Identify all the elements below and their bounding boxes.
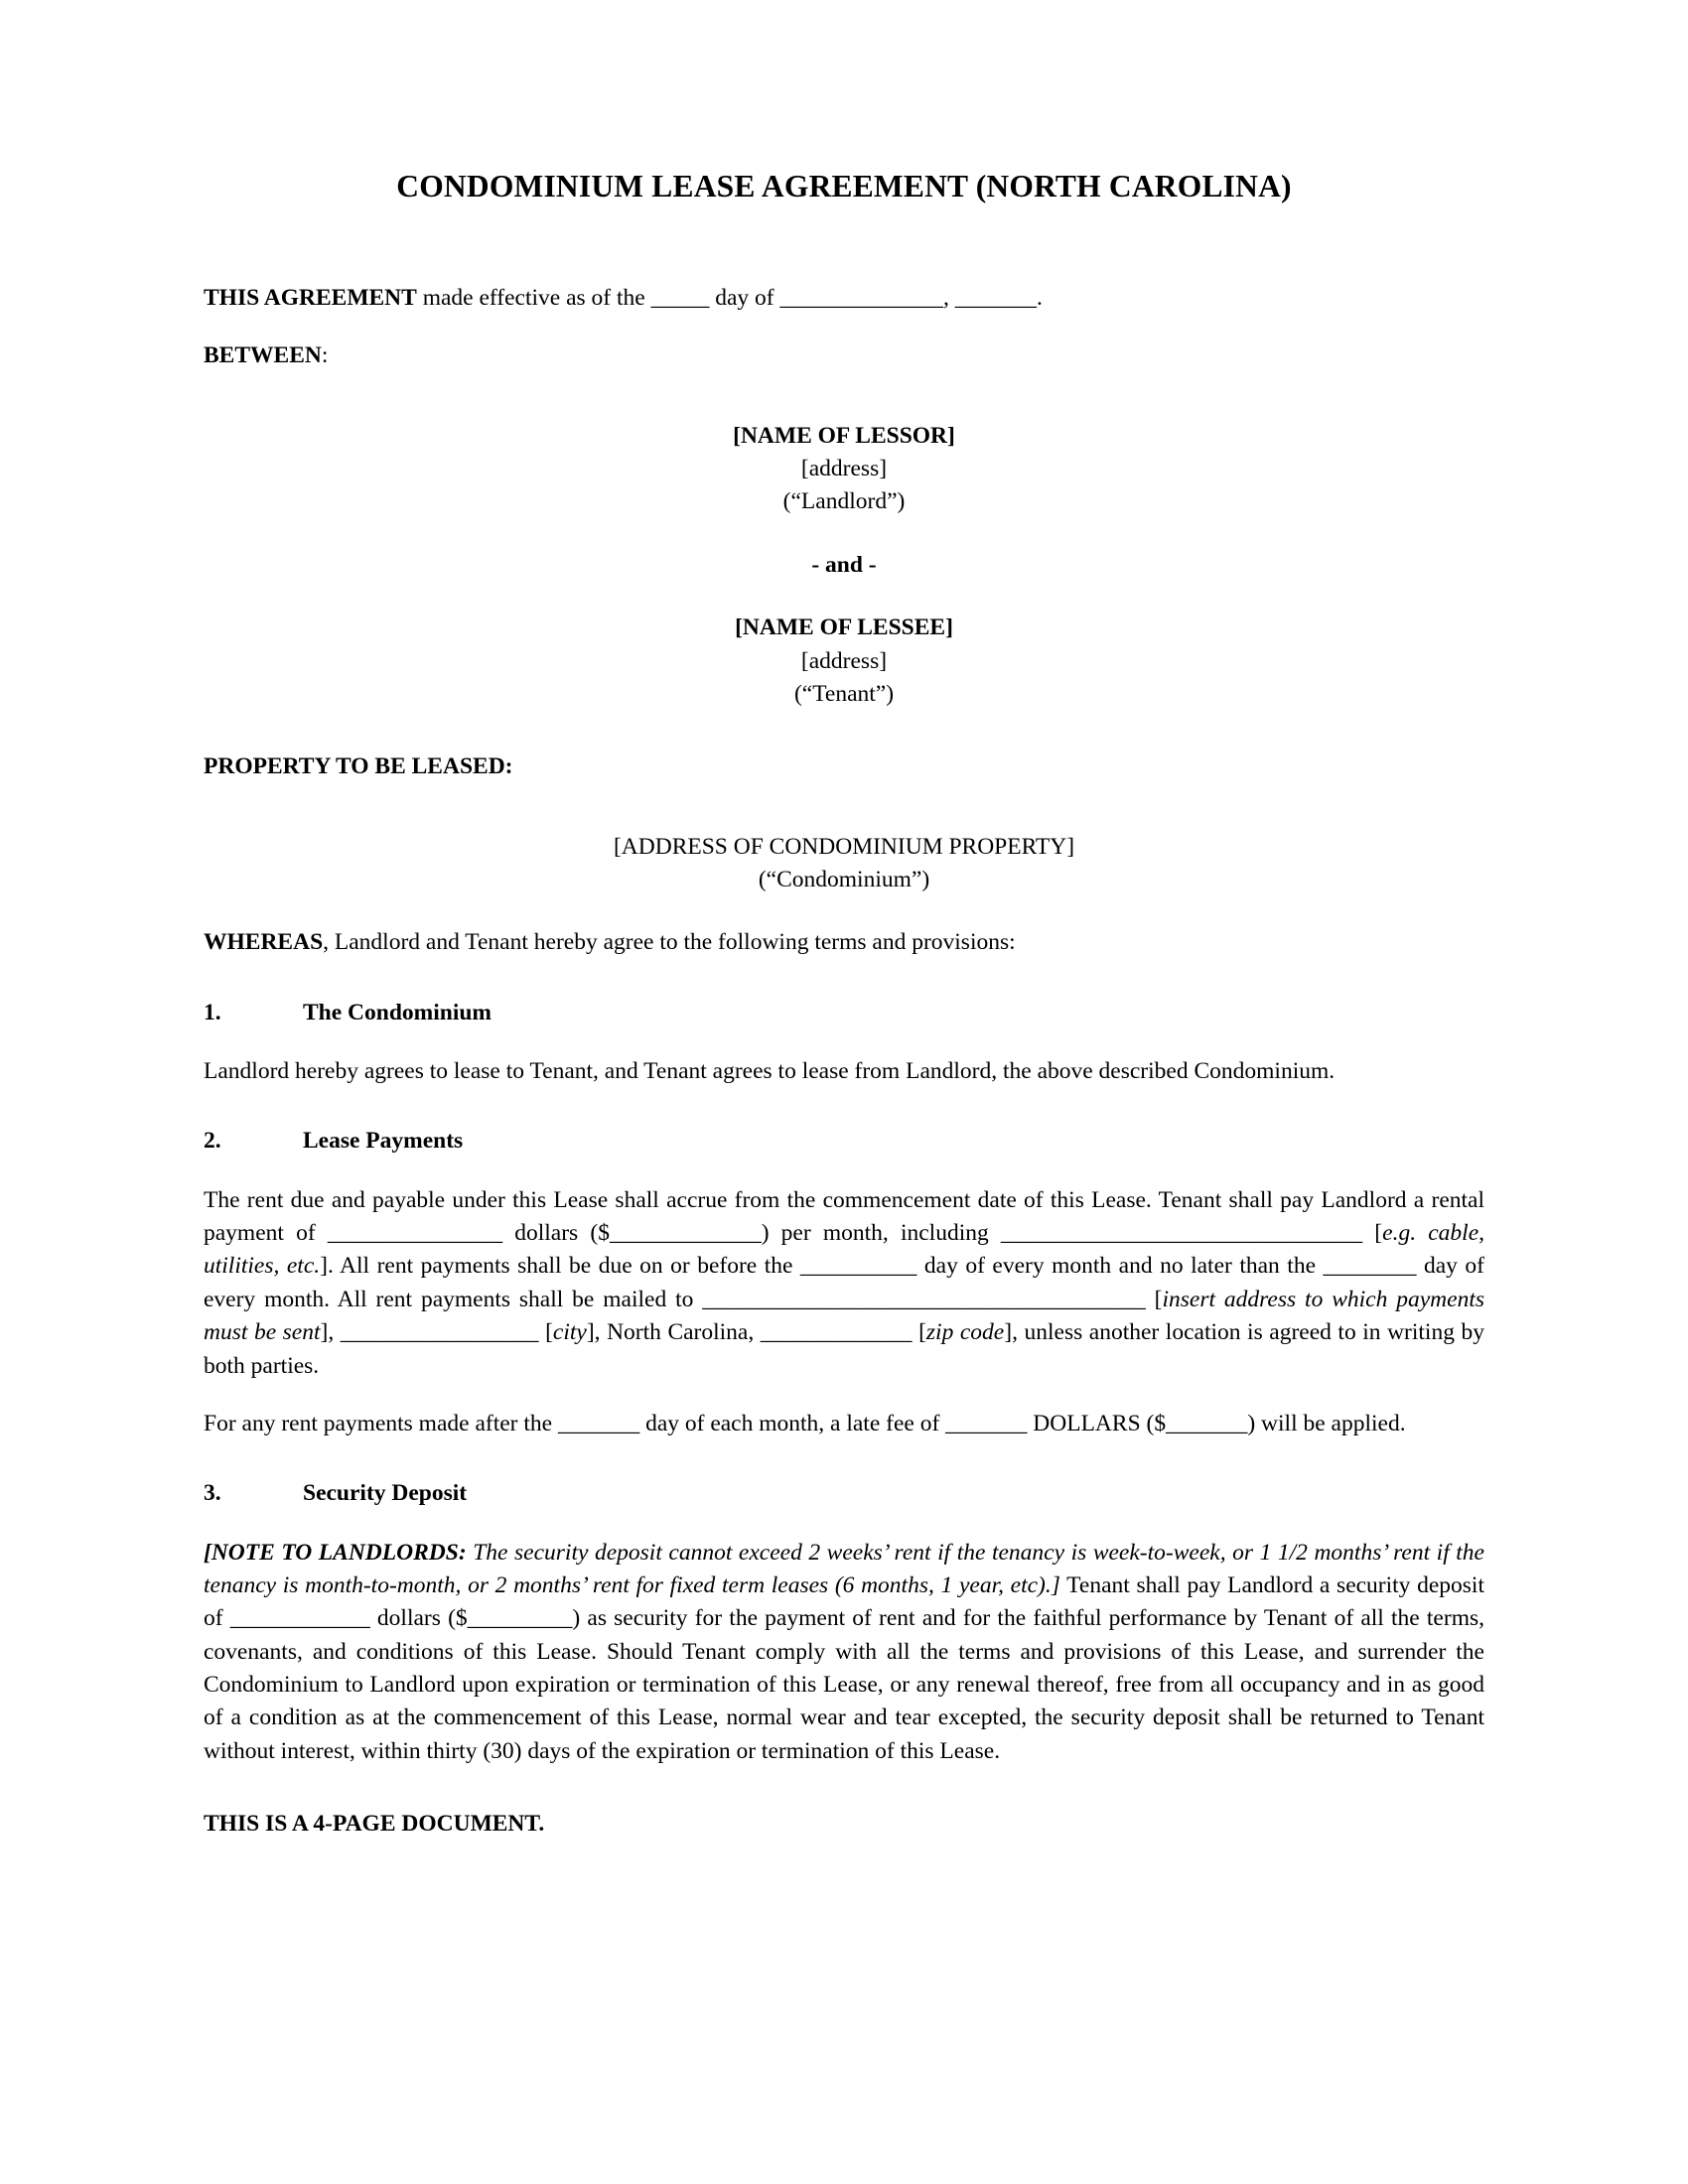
lessee-name: [NAME OF LESSEE] — [735, 614, 953, 641]
section-number: 3. — [204, 1480, 221, 1507]
spacer — [204, 1465, 1484, 1477]
lessee-role: (“Tenant”) — [793, 680, 895, 707]
lease-payments-text-d: ], North Carolina, _____________ [ — [586, 1319, 926, 1346]
lease-payments-text-b: ]. All rent payments shall be due on or before the __________ day of every month and no later than the ________ day of every month. All rent payments shall be mailed to ______________________________________ [ — [204, 1253, 1484, 1312]
agreement-intro-rest: made effective as of the _____ day of ______________, _______. — [416, 285, 1043, 311]
landlord-note-label: [NOTE TO LANDLORDS: — [204, 1539, 467, 1566]
whereas-rest: , Landlord and Tenant hereby agree to the following terms and provisions: — [323, 929, 1016, 956]
property-heading: PROPERTY TO BE LEASED: — [204, 753, 513, 780]
property-address: [ADDRESS OF CONDOMINIUM PROPERTY] — [613, 833, 1075, 860]
whereas-paragraph — [204, 926, 1484, 959]
agreement-intro-lead: THIS AGREEMENT — [204, 285, 417, 311]
section-heading-3 — [204, 1477, 1484, 1510]
spacer — [204, 1113, 1484, 1125]
spacer — [204, 711, 1484, 751]
page-title: CONDOMINIUM LEASE AGREEMENT (NORTH CAROLINA) — [396, 169, 1292, 204]
lessor-name: [NAME OF LESSOR] — [733, 422, 955, 449]
section-title: The Condominium — [303, 999, 492, 1025]
spacer — [204, 896, 1484, 926]
section-2-paragraph-1 — [204, 1184, 1484, 1383]
agreement-intro-paragraph — [204, 282, 1484, 315]
between-colon: : — [321, 342, 329, 369]
whereas-lead: WHEREAS — [204, 929, 324, 956]
property-defined-term: (“Condominium”) — [758, 866, 930, 892]
lease-payments-text-a: The rent due and payable under this Lease shall accrue from the commencement date of this Lease. Tenant shall pay Landlord a rental payment of _______________ dollars ($_____________) per month, including _______________________________ [ — [204, 1186, 1484, 1247]
page-count-note: THIS IS A 4-PAGE DOCUMENT. — [204, 1811, 545, 1838]
lease-payments-text-c: ], _________________ [ — [320, 1319, 553, 1346]
lessor-block — [204, 420, 1484, 519]
spacer — [204, 519, 1484, 549]
lease-payments-text-e: ], unless another location is agreed to in writing by both parties. — [204, 1319, 1484, 1379]
lease-payments-italic-2: insert address to which payments must be sent — [204, 1286, 1484, 1346]
section-number: 1. — [204, 999, 221, 1025]
lease-payments-italic-4: zip code — [925, 1319, 1005, 1346]
landlord-note-text: The security deposit cannot exceed 2 weeks’ rent if the tenancy is week-to-week, or 1 1/2 months’ rent if the tenancy is month-to-month, or 2 months’ rent for fixed term leases (6 months, 1 year, etc).] — [204, 1539, 1484, 1598]
section-number: 2. — [204, 1128, 221, 1155]
lessee-address: [address] — [800, 647, 888, 674]
spacer — [204, 582, 1484, 612]
spacer — [204, 809, 1484, 831]
between-label-paragraph — [204, 340, 1484, 372]
spacer — [204, 398, 1484, 420]
between-label: BETWEEN — [204, 342, 322, 369]
lessor-role: (“Landlord”) — [782, 488, 906, 515]
section-1-body: Landlord hereby agrees to lease to Tenant, and Tenant agrees to lease from Landlord, the above described Condominium. — [204, 1058, 1336, 1085]
security-deposit-text: Tenant shall pay Landlord a security deposit of ____________ dollars ($_________) as security for the payment of rent and for the faithful performance by Tenant of all the terms, covenants, and conditions of this Lease. Should Tenant comply with all the terms and provisions of this Lease, and surrender the Condominium to Landlord upon expiration or termination of this Lease, or any renewal thereof, free from all occupancy and in as good of a condition as at the commencement of this Lease, normal wear and tear excepted, the security deposit shall be returned to Tenant without interest, within thirty (30) days of the expiration or termination of this Lease. — [204, 1571, 1484, 1764]
lease-payments-italic-1: e.g. cable, utilities, etc. — [204, 1220, 1485, 1280]
section-title: Lease Payments — [303, 1128, 464, 1155]
section-title: Security Deposit — [303, 1480, 468, 1507]
lessee-block — [204, 612, 1484, 711]
lease-payments-italic-3: city — [552, 1319, 587, 1346]
section-2-paragraph-2: For any rent payments made after the _______ day of each month, a late fee of _______ DOLLARS ($_______) will be applied. — [204, 1410, 1406, 1436]
spacer — [204, 985, 1484, 997]
section-heading-2 — [204, 1125, 1484, 1158]
lessor-address: [address] — [800, 456, 888, 482]
and-separator: - and - — [811, 551, 877, 578]
section-heading-1 — [204, 997, 1484, 1029]
section-3-body — [204, 1537, 1484, 1769]
